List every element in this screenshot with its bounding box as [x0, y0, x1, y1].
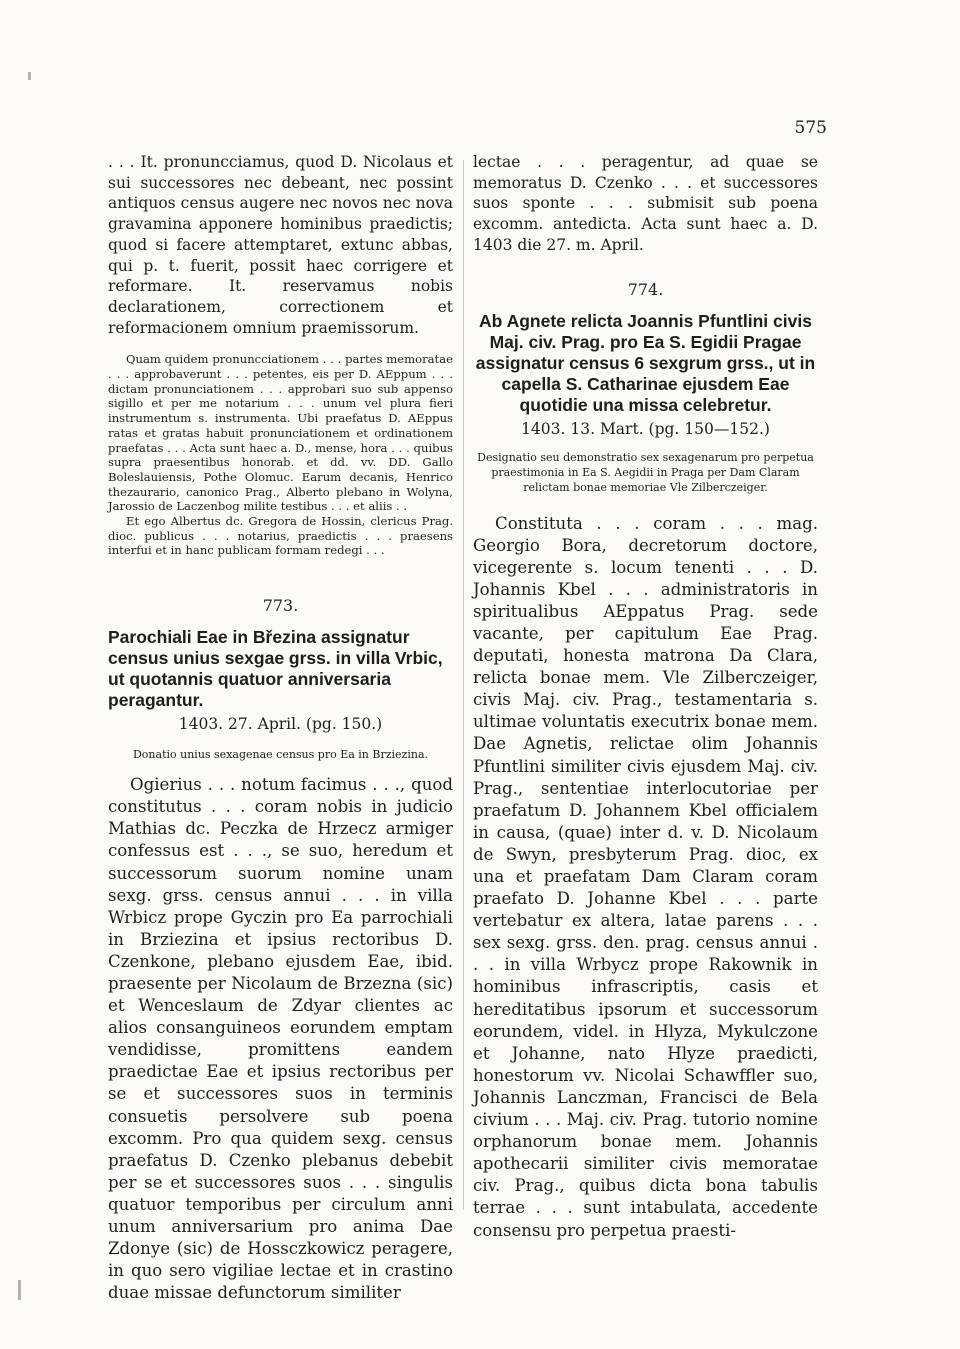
- document-title-774: Ab Agnete relicta Joannis Pfuntlini civis Maj. civ. Prag. pro Ea S. Egidii Pragae assignatur census 6 sexgrum grss., ut in capella S. Catharinae ejusdem Eae quotidie una missa celebretur.: [475, 310, 816, 415]
- document-date-774: 1403. 13. Mart. (pg. 150—152.): [521, 419, 770, 438]
- document-date-773: 1403. 27. April. (pg. 150.): [178, 715, 383, 734]
- left-column: [108, 152, 453, 1304]
- notary-paragraph-1: Quam quidem pronuncciationem . . . partes memoratae . . . approbaverunt . . . petentes, eis per D. AEppum . . . dictam pronunciationem . . . approbari suo sub appenso sigillo et per me notarium . . . unum vel plura fieri instrumentum s. instrumenta. Ubi praefatus D. AEppus ratas et gratas habuit pronunciationem et ordinationem praefatas . . . Acta sunt haec a. D., mense, hora . . . quibus supra praesentibus honorab. et dd. vv. DD. Gallo Boleslauiensis, Pothe Olomuc. Earum decanis, Henrico thezaurario, canonico Prag., Alberto plebano in Wolyna, Jarossio de Laczenbog milite testibus . . . et aliis . .: [108, 352, 453, 514]
- page-number: 575: [794, 118, 827, 138]
- intro-paragraph: . . . It. pronuncciamus, quod D. Nicolaus et sui successores nec debeant, nec possint antiquos census augere nec novos nec nova gravamina apponere hominibus praedictis; quod si facere attemptaret, extunc abbas, qui p. t. fuerit, possit haec corrigere et reformare. It. reservamus nobis declarationem, correctionem et reformacionem omnium praemissorum.: [108, 153, 453, 337]
- continuation-paragraph: lectae . . . peragentur, ad quae se memoratus D. Czenko . . . et successores suos sponte . . . submisit sub poena excomm. antedicta. Acta sunt haec a. D. 1403 die 27. m. April.: [473, 153, 818, 254]
- notary-block: [108, 352, 453, 558]
- document-body-773: [108, 774, 453, 1304]
- scan-mark-1: [28, 72, 31, 80]
- document-number-773: 773.: [262, 596, 299, 616]
- column-divider: [463, 160, 464, 1210]
- notary-paragraph-2: Et ego Albertus dc. Gregora de Hossin, clericus Prag. dioc. publicus . . . notarius, praedictis . . . praesens interfui et in hanc publicam formam redegi . . .: [108, 514, 453, 558]
- document-body-774: [473, 513, 818, 1242]
- scan-mark-2: [18, 1280, 21, 1300]
- document-title-773: Parochiali Eae in Březina assignatur census unius sexgae grss. in villa Vrbic, ut quotannis quatuor anniversaria peragantur.: [108, 627, 443, 711]
- document-summary-773: Donatio unius sexagenae census pro Ea in Brziezina.: [132, 748, 429, 762]
- body-paragraph-773: Ogierius . . . notum facimus . . ., quod constitutus . . . coram nobis in judicio Mathias dc. Peczka de Hrzecz armiger confessus est . . ., se suo, heredum et successorum suorum nomine unam sexg. grss. census annui . . . in villa Wrbicz prope Gyczin pro Ea parrochiali in Brziezina et ipsius rectoribus D. Czenkone, plebano ejusdem Eae, ibid. praesente per Nicolaum de Brzezna (sic) et Wenceslaum de Zdyar clientes ac alios consanguineos eorundem emptam vendidisse, promittens eandem praedictae Eae et ipsius rectoribus per se et successores suos in terminis consuetis persolvere sub poena excomm. Pro qua quidem sexg. census praefatus D. Czenko plebanus debebit per se et successores suos . . . singulis quatuor temporibus per circulum anni unum anniversarium pro anima Dae Zdonye (sic) de Hossczkowicz peragere, in quo sero vigiliae lectae et in crastino duae missae defunctorum similiter: [108, 775, 453, 1303]
- body-paragraph-774: Constituta . . . coram . . . mag. Georgio Bora, decretorum doctore, vicegerente s. locum tenenti . . . D. Johannis Kbel . . . administratoris in spiritualibus AEppatus Prag. sede vacante, per capitulum Eae Prag. deputati, honesta matrona Da Clara, relicta bonae mem. Vle Zilberczeiger, civis Maj. civ. Prag., testamentaria s. ultimae voluntatis executrix bonae mem. Dae Agnetis, relictae olim Johannis Pfuntlini similiter civis ejusdem Maj. civ. Prag., sententiae interlocutoriae per praefatum D. Johannem Kbel officialem in causa, (quae) inter d. v. D. Nicolaum de Swyn, presbyterum Prag. dioc, ex una et praefatam Dam Claram coram praefato D. Johanne Kbel . . . parte vertebatur ex altera, latae parens . . . sex sexg. grss. den. prag. census annui . . . in villa Wrbycz prope Rakownik in hominibus infrascriptis, casis et hereditatibus ipsorum et successorum eorundem, videl. in Hlyza, Mykulczone et Johanne, nato Hlyze praedicti, honestorum vv. Nicolai Schawffler suo, Johannis Lanczman, Francisci de Bela civium . . . Maj. civ. Prag. tutorio nomine orphanorum bonae mem. Johannis apothecarii similiter civis memoratae civ. Prag., quibus dicta bona tabulis terrae . . . sunt intabulata, accedente consensu pro perpetua praesti-: [473, 513, 818, 1240]
- document-number-774: 774.: [627, 279, 664, 299]
- right-column: [473, 152, 818, 1242]
- document-summary-774: Designatio seu demonstratio sex sexagenarum pro perpetua praestimonia in Ea S. Aegidii in Praga per Dam Claram relictam bonae memoriae Vle Zilberczeiger.: [477, 450, 814, 494]
